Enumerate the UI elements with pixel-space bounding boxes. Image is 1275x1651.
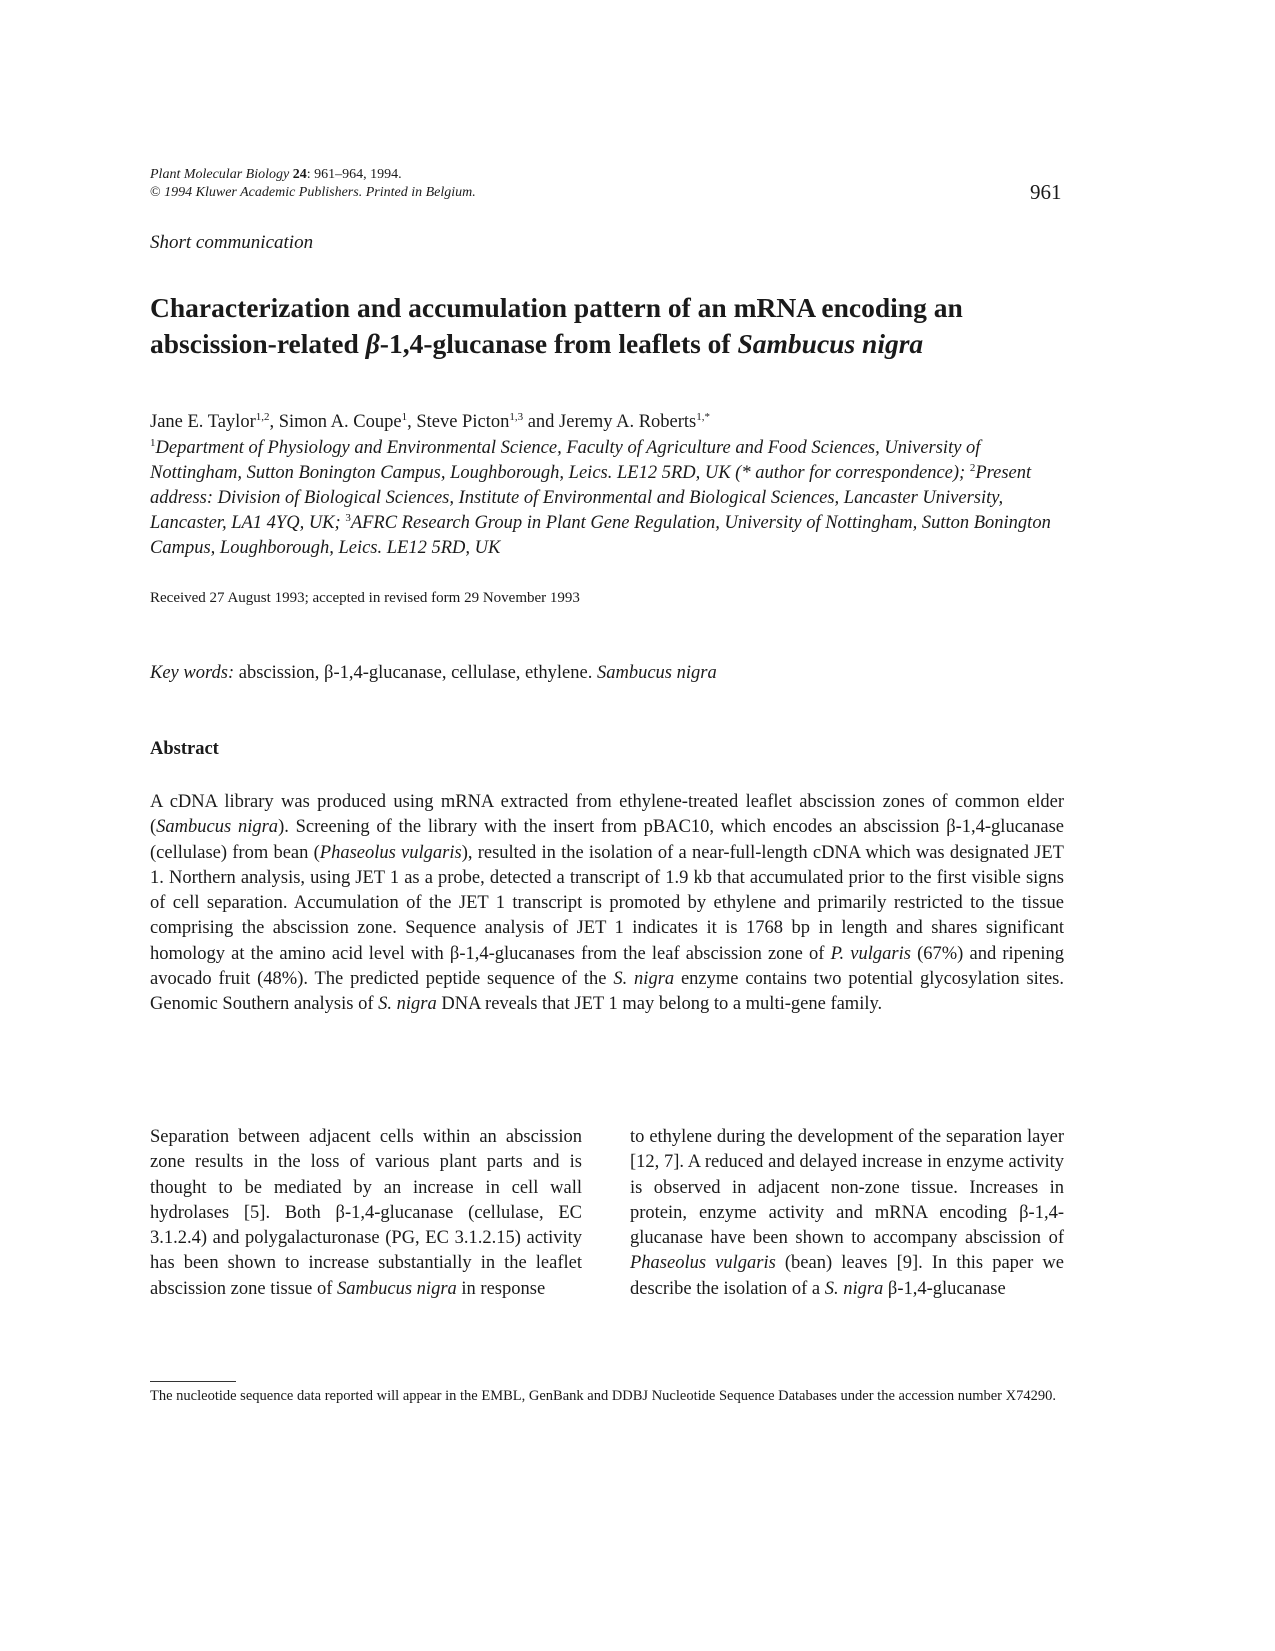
copyright-text: 1994 Kluwer Academic Publishers. Printed in Belgium. (164, 185, 476, 200)
affil-2: Present address: Division of Biological Sciences, Institute of Environmental and Biological Sciences, Lancaster University, Lancaster, LA1 4YQ, UK; (150, 463, 1032, 533)
keywords-label: Key words: (150, 663, 235, 683)
author-3-affil: 1,3 (509, 410, 524, 423)
author-4: and Jeremy A. Roberts (523, 412, 697, 432)
affil-1-marker: 1 (150, 436, 156, 449)
section-kind: Short communication (150, 232, 314, 253)
author-4-affil: 1,* (696, 410, 710, 423)
abstract-italic: P. vulgaris (830, 943, 911, 964)
author-2: , Simon A. Coupe (269, 412, 402, 432)
body-column-right (630, 1125, 1064, 1302)
affil-3: AFRC Research Group in Plant Gene Regulation, University of Nottingham, Sutton Bonington Campus, Loughborough, Leics. LE12 5RD, UK (150, 513, 1051, 558)
received-dates: Received 27 August 1993; accepted in revised form 29 November 1993 (150, 590, 580, 606)
body-right-seg: β-1,4-glucanase (883, 1278, 1006, 1299)
abstract-text (150, 790, 1064, 1018)
journal-volume: 24 (292, 167, 307, 182)
keywords-terms: abscission, β-1,4-glucanase, cellulase, ethylene. (234, 663, 597, 683)
title-beta: β (365, 328, 380, 359)
author-1-affil: 1,2 (255, 410, 270, 423)
abstract-seg: DNA reveals that JET 1 may belong to a multi-gene family. (436, 994, 883, 1015)
footnote-divider (150, 1381, 236, 1382)
abstract-italic: S. nigra (613, 969, 675, 990)
journal-pages-year: : 961–964, 1994. (306, 167, 402, 182)
footnote: The nucleotide sequence data reported will appear in the EMBL, GenBank and DDBJ Nucleotide Sequence Databases under the accession number X74290. (150, 1388, 1056, 1404)
page-number: 961 (1030, 180, 1062, 204)
abstract-seg: (67%) and ripening avocado fruit (48%). The predicted peptide sequence of the (150, 943, 1064, 990)
affiliations (150, 436, 1070, 561)
abstract-italic: S. nigra (378, 994, 437, 1015)
body-right-italic: S. nigra (824, 1278, 884, 1299)
journal-line-1 (150, 166, 476, 184)
abstract-seg: ), resulted in the isolation of a near-full-length cDNA which was designated JET 1. Northern analysis, using JET 1 as a probe, detected a transcript of 1.9 kb that accumulated prior to the first visible signs of cell separation. Accumulation of the JET 1 transcript is promoted by ethylene and primarily restricted to the tissue comprising the abscission zone. Sequence analysis of JET 1 indicates it is 1768 bp in length and shares significant homology at the amino acid level with β-1,4-glucanases from the leaf abscission zone of (150, 842, 1064, 964)
copyright-symbol: © (150, 185, 161, 200)
body-left-seg: in response (456, 1278, 546, 1299)
author-2-affil: 1 (401, 410, 408, 423)
body-right-seg: to ethylene during the development of the separation layer [12, 7]. A reduced and delayed increase in enzyme activity is observed in adjacent non-zone tissue. Increases in protein, enzyme activity and mRNA encoding β-1,4-glucanase have been shown to accompany abscission of (630, 1127, 1064, 1249)
journal-name: Plant Molecular Biology (150, 167, 290, 182)
journal-line-2 (150, 184, 476, 202)
affil-1: Department of Physiology and Environmental Science, Faculty of Agriculture and Food Sciences, University of Nottingham, Sutton Bonington Campus, Loughborough, Leics. LE12 5RD, UK (* author for correspondence); (150, 438, 981, 483)
title-part-1: Characterization and accumulation pattern of an mRNA encoding an abscission-related (150, 292, 963, 359)
abstract-italic: Sambucus nigra (156, 817, 279, 838)
abstract-seg: A cDNA library was produced using mRNA extracted from ethylene-treated leaflet abscission zones of common elder ( (150, 792, 1064, 838)
body-left-seg: Separation between adjacent cells within an abscission zone results in the loss of various plant parts and is thought to be mediated by an increase in cell wall hydrolases [5]. Both β-1,4-glucanase (cellulase, EC 3.1.2.4) and polygalacturonase (PG, EC 3.1.2.15) activity has been shown to increase substantially in the leaflet abscission zone tissue of (150, 1127, 582, 1299)
abstract-seg: enzyme contains two potential glycosylation sites. Genomic Southern analysis of (150, 969, 1064, 1015)
abstract-heading: Abstract (150, 739, 219, 759)
body-right-seg: (bean) leaves [9]. In this paper we describe the isolation of a (630, 1253, 1064, 1299)
keywords-species: Sambucus nigra (596, 663, 717, 683)
affil-3-marker: 3 (345, 511, 351, 524)
body-left-italic: Sambucus nigra (337, 1278, 457, 1299)
title-species: Sambucus nigra (737, 328, 924, 359)
author-3: , Steve Picton (407, 412, 510, 432)
body-right-italic: Phaseolus vulgaris (630, 1253, 776, 1274)
abstract-italic: Phaseolus vulgaris (319, 842, 462, 863)
affil-2-marker: 2 (969, 461, 976, 474)
author-1: Jane E. Taylor (150, 412, 256, 432)
author-list (150, 412, 710, 433)
body-column-left (150, 1125, 582, 1302)
paper-title (150, 290, 1080, 362)
title-part-2: -1,4-glucanase from leaflets of (379, 328, 738, 359)
abstract-seg: ). Screening of the library with the insert from pBAC10, which encodes an abscission β-1,4-glucanase (cellulase) from bean ( (150, 817, 1064, 863)
journal-citation (150, 166, 476, 202)
keywords (150, 663, 717, 684)
